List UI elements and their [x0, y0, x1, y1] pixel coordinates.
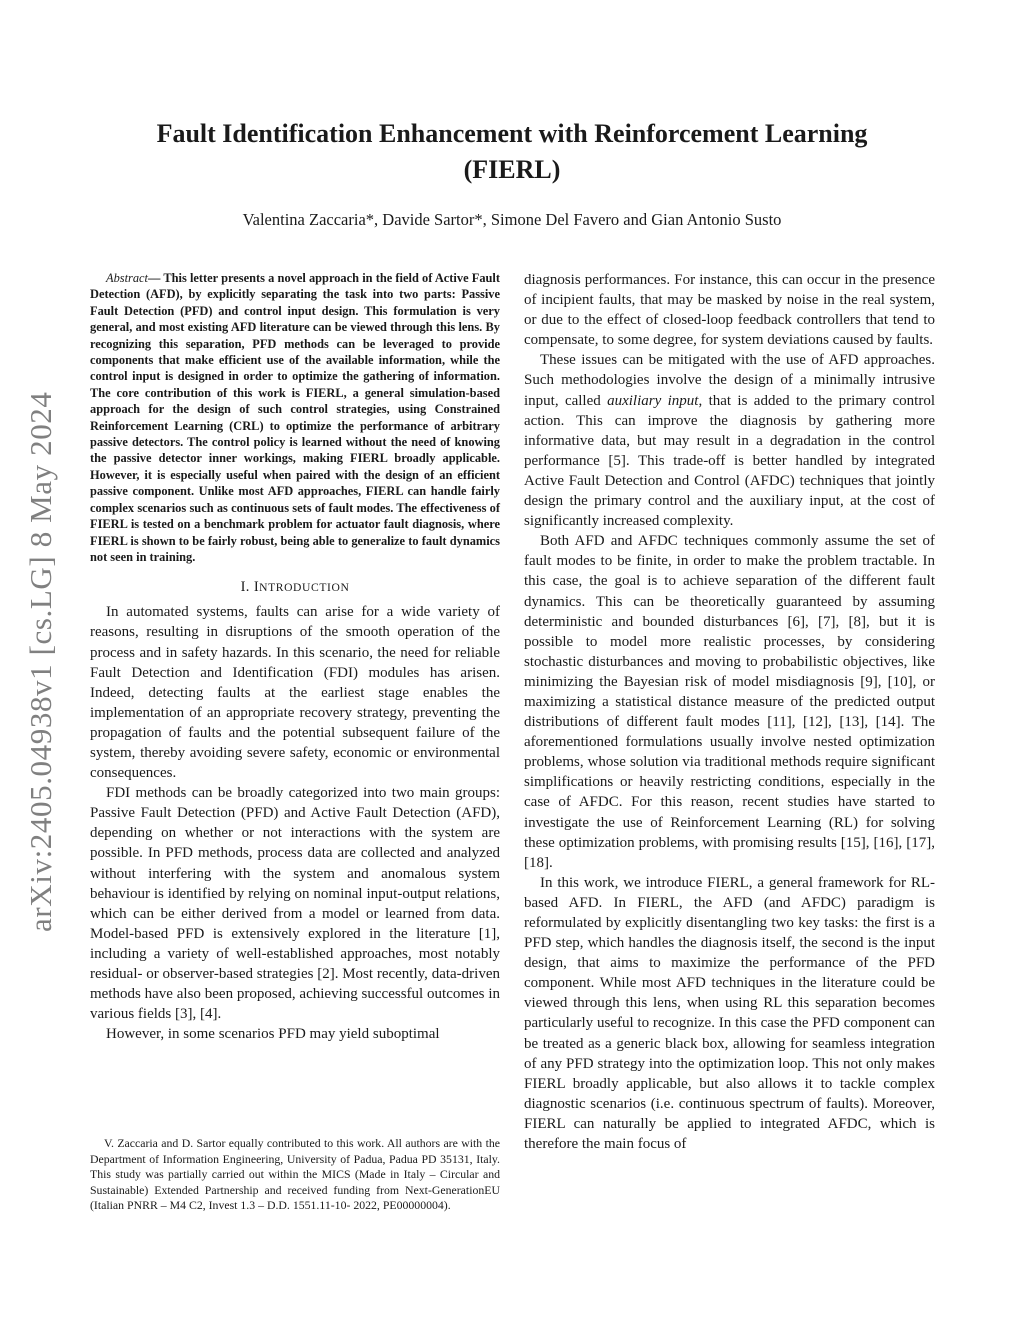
intro-paragraph-1: In automated systems, faults can arise for a wide variety of reasons, resulting in disruptions of the smooth operation of the process and in safety hazards. In this scenario, the need for reliable Fault Detection and Identification (FDI) modules has arisen. Indeed, detecting faults at the earliest stage enables the implementation of an appropriate recovery strategy, preventing the propagation of faults and the potential subsequent failure of the system, thereby avoiding severe safety, economic or environmental consequences. [90, 604, 500, 782]
right-paragraph-1: diagnosis performances. For instance, this can occur in the presence of incipient faults, that may be masked by noise in the real system, or due to the effect of closed-loop feedback controllers that tend to compensate, to some degree, for system deviations caused by faults. [524, 272, 935, 349]
abstract-text: This letter presents a novel approach in the field of Active Fault Detection (AFD), by explicitly separating the task into two parts: Passive Fault Detection (PFD) and control input design. This formulation is very general, and most existing AFD literature can be viewed through this lens. By recognizing this separation, PFD methods can be leveraged to provide components that make efficient use of the available information, while the control input is designed in order to optimize the gathering of information. The core contribution of this work is FIERL, a general simulation-based approach for the design of such control strategies, using Constrained Reinforcement Learning (CRL) to optimize the performance of arbitrary passive detectors. The control policy is learned without the need of knowing the passive detector inner workings, making FIERL broadly applicable. However, it is especially useful when paired with the design of an efficient passive component. Unlike most AFD approaches, FIERL can handle fairly complex scenarios such as continuous sets of fault modes. The effectiveness of FIERL is tested on a benchmark problem for actuator fault diagnosis, where FIERL is shown to be fairly robust, being able to generalize to fault dynamics not seen in training. [90, 271, 500, 564]
arxiv-identifier-stamp: arXiv:2405.04938v1 [cs.LG] 8 May 2024 [23, 391, 58, 932]
abstract [90, 270, 500, 565]
author-list: Valentina Zaccaria*, Davide Sartor*, Simone Del Favero and Gian Antonio Susto [242, 210, 782, 229]
intro-paragraph-3: However, in some scenarios PFD may yield suboptimal [106, 1026, 440, 1043]
section-title-rest: NTRODUCTION [259, 581, 350, 595]
intro-paragraph-2: FDI methods can be broadly categorized into two main groups: Passive Fault Detection (PFD) and Active Fault Detection (AFD), depending on whether or not interactions with the system are possible. In PFD methods, process data are collected and analyzed without interfering with the system and anomalous system behaviour is identified by relying on nominal input-output relations, which can be either derived from a model or learned from data. Model-based PFD is extensively explored in the literature [1], including a variety of well-established approaches, most notably residual- or observer-based strategies [2]. Most recently, data-driven methods have also been proposed, achieving successful outcomes in various fields [3], [4]. [90, 785, 500, 1023]
abstract-lead: Abstract [106, 271, 148, 285]
right-paragraph-2-start: These issues can be mitigated with the use of AFD approaches. Such methodologies involve the design of a minimally intrusive input, called [524, 352, 935, 409]
section-title-initial: I [253, 579, 260, 596]
section-number: I. [240, 579, 254, 596]
paper-title-line2: (FIERL) [463, 155, 561, 184]
paper-title-line1: Fault Identification Enhancement with Reinforcement Learning [156, 119, 868, 148]
right-paragraph-2-end: , that is added to the primary control action. This can improve the diagnosis by gathering more informative data, but may result in a degradation in the control performance [5]. This trade-off is better handled by integrated Active Fault Detection and Control (AFDC) techniques that jointly design the primary control and the auxiliary input, at the cost of significantly increased complexity. [524, 392, 935, 530]
right-paragraph-4: In this work, we introduce FIERL, a general framework for RL-based AFD. In FIERL, the AFD (and AFDC) paradigm is reformulated by explicitly disentangling two key tasks: the first is a PFD step, which handles the diagnosis itself, the second is the input design, that aims to maximize the performance of the PFD component. While most AFD techniques in the literature could be viewed through this lens, when using RL this separation becomes particularly useful to recognize. In this case the PFD component can be treated as a generic black box, allowing for seamless integration of any PFD strategy into the optimization loop. This not only makes FIERL broadly applicable, but also allows it to tackle complex diagnostic scenarios (i.e. continuous spectrum of faults). Moreover, FIERL can naturally be applied to integrated AFDC, which is therefore the main focus of [524, 874, 935, 1153]
abstract-dash: — [148, 271, 161, 285]
right-column [524, 270, 935, 1154]
paper-title [100, 116, 924, 188]
left-column [90, 270, 500, 1044]
right-paragraph-3: Both AFD and AFDC techniques commonly assume the set of fault modes to be finite, in order to make the problem tractable. In this case, the goal is to achieve separation of the different fault dynamics. This can be theoretically guaranteed by assuming deterministic and bounded disturbances [6], [7], [8], but it is possible to model more realistic processes, by considering stochastic disturbances and moving to probabilistic objectives, like minimizing the Bayesian risk of model misdiagnosis [9], [10], or maximizing a statistical distance measure of the predicted output distributions of different fault modes [11], [12], [13], [14]. The aforementioned formulations usually involve nested optimization problems, whose solution via traditional methods require significant simplifications or heavily restricting conditions, especially in the case of AFDC. For this reason, recent studies have started to investigate the use of Reinforcement Learning (RL) for solving these optimization problems, with promising results [15], [16], [17], [18]. [524, 533, 935, 871]
auxiliary-input-term: auxiliary input [607, 392, 699, 409]
author-footnote: V. Zaccaria and D. Sartor equally contributed to this work. All authors are with the Department of Information Engineering, University of Padua, Padua PD 35131, Italy. This study was partially carried out within the MICS (Made in Italy – Circular and Sustainable) Extended Partnership and received funding from Next-GenerationEU (Italian PNRR – M4 C2, Invest 1.3 – D.D. 1551.11-10- 2022, PE00000004). [90, 1136, 500, 1213]
section-heading-introduction [90, 579, 500, 596]
right-paragraph-2 [524, 350, 935, 531]
